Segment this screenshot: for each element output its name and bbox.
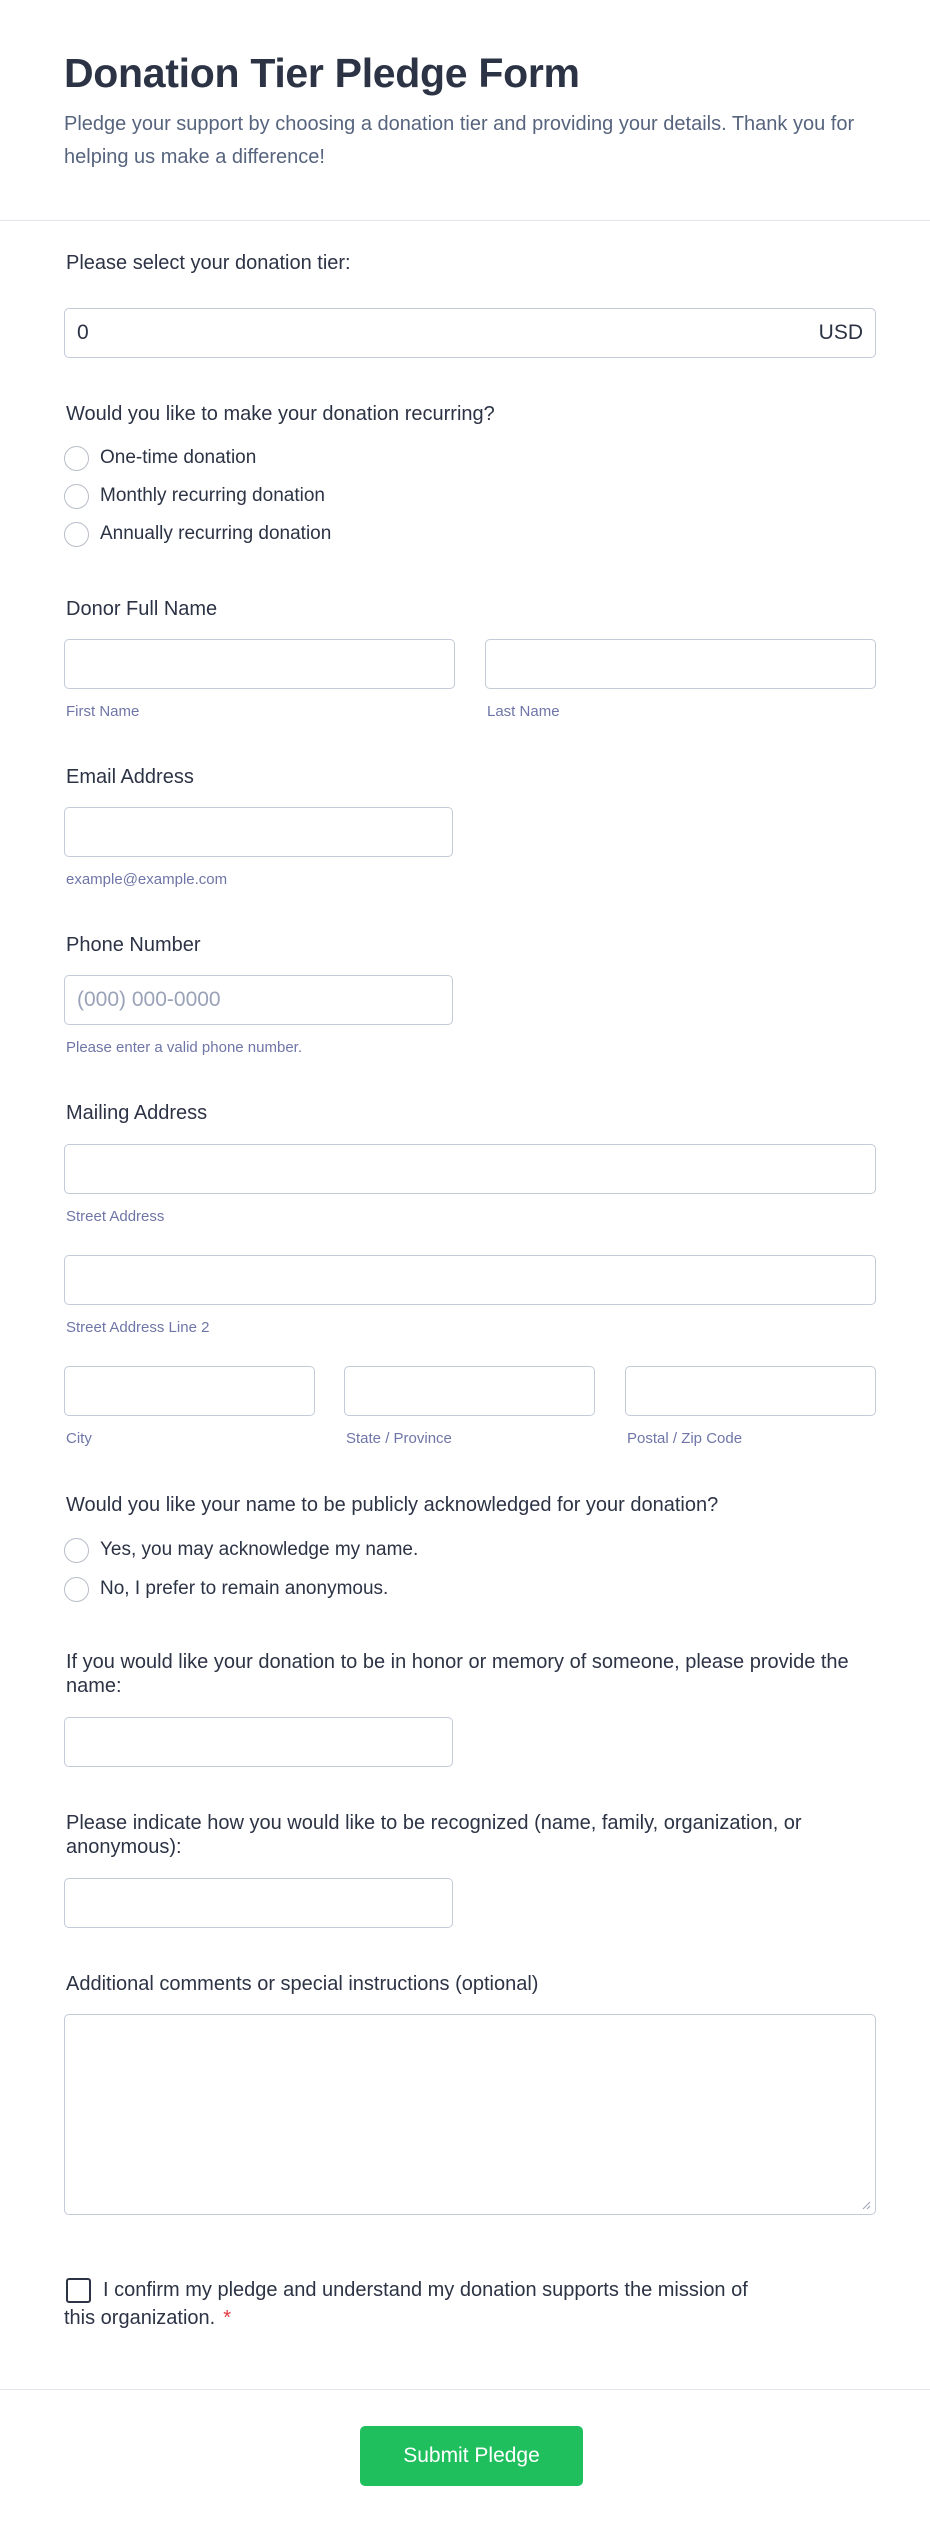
radio-option-label: No, I prefer to remain anonymous. xyxy=(100,1578,389,1599)
full-name-label: Donor Full Name xyxy=(66,598,218,620)
page-title: Donation Tier Pledge Form xyxy=(64,50,580,96)
recurring-label: Would you like to make your donation recurring? xyxy=(66,403,495,425)
consent-label: I confirm my pledge and understand my donation supports the mission of this organization. xyxy=(64,2279,748,2329)
city-input[interactable] xyxy=(64,1366,315,1416)
first-name-input[interactable] xyxy=(64,639,455,689)
phone-label: Phone Number xyxy=(66,934,201,956)
radio-option-label: One-time donation xyxy=(100,447,257,468)
submit-button[interactable]: Submit Pledge xyxy=(360,2426,583,2486)
street-address-input[interactable] xyxy=(64,1144,876,1194)
address-label: Mailing Address xyxy=(66,1102,208,1124)
required-mark: * xyxy=(223,2307,231,2329)
header-divider xyxy=(0,220,930,221)
email-sublabel: example@example.com xyxy=(66,871,228,888)
street-address-sublabel: Street Address xyxy=(66,1208,165,1225)
radio-option-acknowledge-yes[interactable] xyxy=(64,1535,418,1565)
zip-input[interactable] xyxy=(625,1366,876,1416)
page-subtitle: Pledge your support by choosing a donation tier and providing your details. Thank you for helping us make a difference! xyxy=(64,113,855,168)
last-name-sublabel: Last Name xyxy=(487,703,560,720)
radio-option-label: Monthly recurring donation xyxy=(100,485,325,506)
email-label: Email Address xyxy=(66,766,194,788)
email-input[interactable] xyxy=(64,807,453,857)
honor-input[interactable] xyxy=(64,1717,453,1767)
donation-tier-field[interactable] xyxy=(64,308,876,358)
honor-label: If you would like your donation to be in honor or memory of someone, please provide the name: xyxy=(66,1651,849,1697)
phone-input[interactable] xyxy=(64,975,453,1025)
currency-label: USD xyxy=(818,321,863,344)
radio-circle[interactable] xyxy=(64,484,89,509)
first-name-sublabel: First Name xyxy=(66,703,140,720)
city-sublabel: City xyxy=(66,1430,92,1447)
phone-sublabel: Please enter a valid phone number. xyxy=(66,1039,302,1056)
consent-text xyxy=(64,2276,784,2332)
radio-option-monthly[interactable] xyxy=(64,481,325,511)
radio-circle[interactable] xyxy=(64,446,89,471)
last-name-input[interactable] xyxy=(485,639,876,689)
zip-sublabel: Postal / Zip Code xyxy=(627,1430,743,1447)
comments-textarea[interactable] xyxy=(64,2014,876,2215)
state-input[interactable] xyxy=(344,1366,595,1416)
state-sublabel: State / Province xyxy=(346,1430,452,1447)
recognition-label: Please indicate how you would like to be recognized (name, family, organization, or anonymous): xyxy=(66,1812,802,1858)
radio-option-one-time[interactable] xyxy=(64,443,256,473)
radio-circle[interactable] xyxy=(64,522,89,547)
street-address-2-input[interactable] xyxy=(64,1255,876,1305)
radio-circle[interactable] xyxy=(64,1577,89,1602)
donation-tier-label: Please select your donation tier: xyxy=(66,252,351,274)
radio-option-label: Yes, you may acknowledge my name. xyxy=(100,1539,419,1560)
donation-tier-value: 0 xyxy=(77,321,89,344)
phone-placeholder: (000) 000-0000 xyxy=(77,988,221,1011)
footer-divider xyxy=(0,2389,930,2390)
radio-option-acknowledge-no[interactable] xyxy=(64,1574,388,1604)
comments-label: Additional comments or special instructions (optional) xyxy=(66,1973,539,1995)
acknowledge-label: Would you like your name to be publicly acknowledged for your donation? xyxy=(66,1494,719,1516)
radio-option-annually[interactable] xyxy=(64,519,331,549)
radio-option-label: Annually recurring donation xyxy=(100,523,332,544)
recognition-input[interactable] xyxy=(64,1878,453,1928)
resize-handle-icon[interactable] xyxy=(861,2200,871,2210)
radio-circle[interactable] xyxy=(64,1538,89,1563)
street-address-2-sublabel: Street Address Line 2 xyxy=(66,1319,210,1336)
